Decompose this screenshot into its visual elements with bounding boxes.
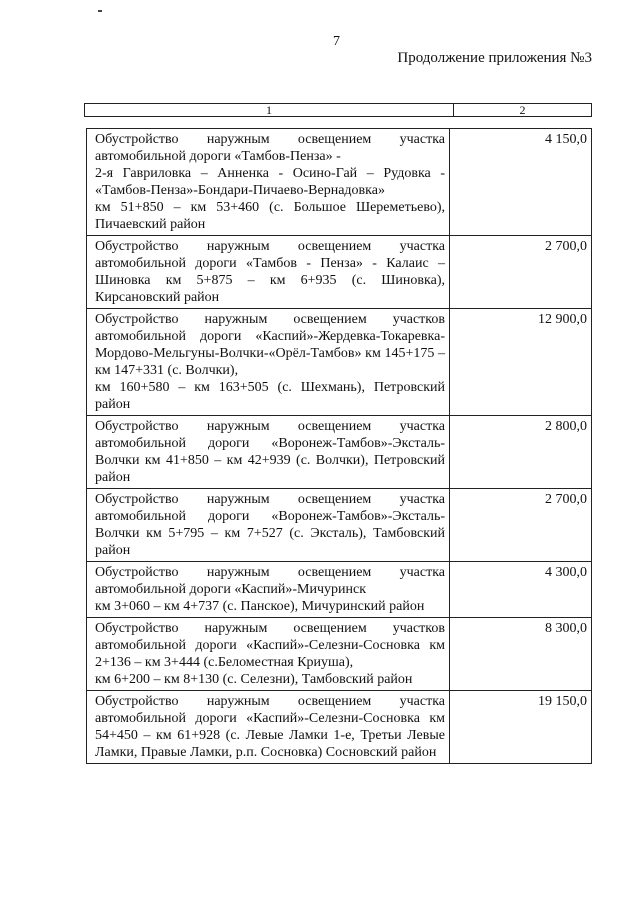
description-line: км 6+200 – км 8+130 (с. Селезни), Тамбовский район [95,672,413,687]
description-line: Обустройство наружным освещением участка автомобильной дороги «Каспий»-Мичуринск [95,565,445,597]
description-line: Обустройство наружным освещением участка автомобильной дороги «Каспий»-Селезни-Сосновка км 54+450 – км 61+928 (с. Левые Ламки 1-е, Третьи Левые Ламки, Правые Ламки, р.п. Сосновка) Сосновский район [95,694,445,760]
project-amount: 8 300,0 [450,618,592,691]
table-row [87,618,592,691]
project-amount: 2 800,0 [450,416,592,489]
description-line: Обустройство наружным освещением участков автомобильной дороги «Каспий»-Селезни-Сосновка км 2+136 – км 3+444 (с.Беломестная Криуша), [95,621,445,670]
lighting-projects-table [86,128,592,764]
project-amount: 2 700,0 [450,236,592,309]
project-description [87,129,450,236]
scan-mark [98,10,102,12]
project-amount: 4 300,0 [450,562,592,618]
project-description [87,691,450,764]
project-description [87,309,450,416]
table-row [87,691,592,764]
description-line: км 160+580 – км 163+505 (с. Шехмань), Петровский район [95,380,445,412]
description-line: 2-я Гавриловка – Анненка - Осино-Гай – Рудовка - «Тамбов-Пенза»-Бондари-Пичаево-Вернадовка» [95,166,445,198]
description-line: км 3+060 – км 4+737 (с. Панское), Мичуринский район [95,599,425,614]
project-amount: 19 150,0 [450,691,592,764]
table-row [87,129,592,236]
project-amount: 12 900,0 [450,309,592,416]
table-row [87,309,592,416]
description-line: Обустройство наружным освещением участка автомобильной дороги «Тамбов - Пенза» - Калаис – Шиновка км 5+875 – км 6+935 (с. Шиновка), Кирсановский район [95,239,445,305]
column-number-header [84,103,592,117]
description-line: Обустройство наружным освещением участка автомобильной дороги «Воронеж-Тамбов»-Эксталь-Волчки км 41+850 – км 42+939 (с. Волчки), Петровский район [95,419,445,485]
table-row [87,489,592,562]
project-description [87,562,450,618]
description-line: Обустройство наружным освещением участка автомобильной дороги «Воронеж-Тамбов»-Эксталь-Волчки км 5+795 – км 7+527 (с. Эксталь), Тамбовский район [95,492,445,558]
column-1-number: 1 [85,104,454,116]
table-row [87,562,592,618]
column-2-number: 2 [519,103,526,117]
table-row [87,236,592,309]
table-row [87,416,592,489]
project-amount: 4 150,0 [450,129,592,236]
description-line: Обустройство наружным освещением участков автомобильной дороги «Каспий»-Жердевка-Токаревка-Мордово-Мельгуны-Волчки-«Орёл-Тамбов» км 145+175 – км 147+331 (с. Волчки), [95,312,445,378]
appendix-continuation-note: Продолжение приложения №3 [397,50,592,66]
project-amount: 2 700,0 [450,489,592,562]
description-line: Обустройство наружным освещением участка автомобильной дороги «Тамбов-Пенза» - [95,132,445,164]
page-number: 7 [333,34,340,49]
project-description [87,489,450,562]
project-description [87,618,450,691]
description-line: км 51+850 – км 53+460 (с. Большое Шереметьево), Пичаевский район [95,200,445,232]
project-description [87,236,450,309]
project-description [87,416,450,489]
